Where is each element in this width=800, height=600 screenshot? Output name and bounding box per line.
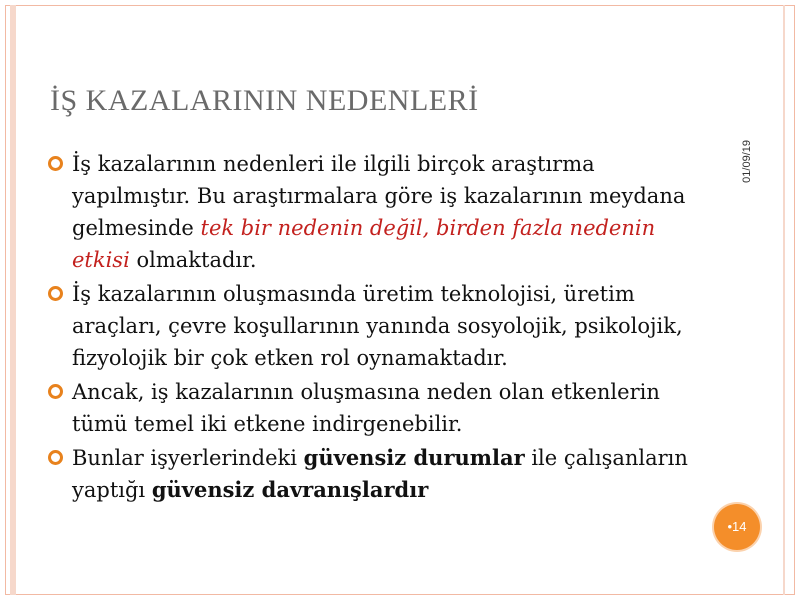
bullet-4-bold-a: güvensiz durumlar xyxy=(303,445,525,470)
bullet-item-4 xyxy=(46,442,696,506)
bullet-3-text: Ancak, iş kazalarının oluşmasına neden olan etkenlerin tümü temel iki etkene indirgenebilir. xyxy=(72,380,660,436)
left-decor-band xyxy=(10,5,16,595)
circle-bullet-icon xyxy=(48,286,63,301)
bullet-2-text: İş kazalarının oluşmasında üretim teknolojisi, üretim araçları, çevre koşullarının yanında sosyolojik, psikolojik, fizyolojik bir çok etken rol oynamaktadır. xyxy=(72,282,683,370)
bullet-item-3 xyxy=(46,376,696,440)
bullet-item-1 xyxy=(46,148,696,276)
slide-content xyxy=(46,148,696,508)
bullet-4-text-a: Bunlar işyerlerindeki xyxy=(72,446,304,470)
bullet-item-2 xyxy=(46,278,696,374)
circle-bullet-icon xyxy=(48,156,63,171)
circle-bullet-icon xyxy=(48,384,63,399)
slide-date: 01/09/19 xyxy=(741,140,753,183)
bullet-1-text-a: İş kazalarının nedenleri ile ilgili birçok araştırma yapılmıştır. Bu araştırmalara göre iş kazalarının meydana gelmesinde xyxy=(72,152,686,240)
bullet-1-emphasis: tek bir nedenin değil, birden fazla nedenin etkisi xyxy=(72,216,656,272)
bullet-1-text-b: olmaktadır. xyxy=(129,248,257,272)
slide-title: İŞ KAZALARININ NEDENLERİ xyxy=(50,84,479,117)
page-number-badge: •14 xyxy=(714,504,760,550)
right-decor-band xyxy=(783,5,785,595)
bullet-4-text-b: ile çalışanların yaptığı xyxy=(72,446,688,502)
bullet-4-bold-b: güvensiz davranışlardır xyxy=(151,477,429,502)
circle-bullet-icon xyxy=(48,450,63,465)
